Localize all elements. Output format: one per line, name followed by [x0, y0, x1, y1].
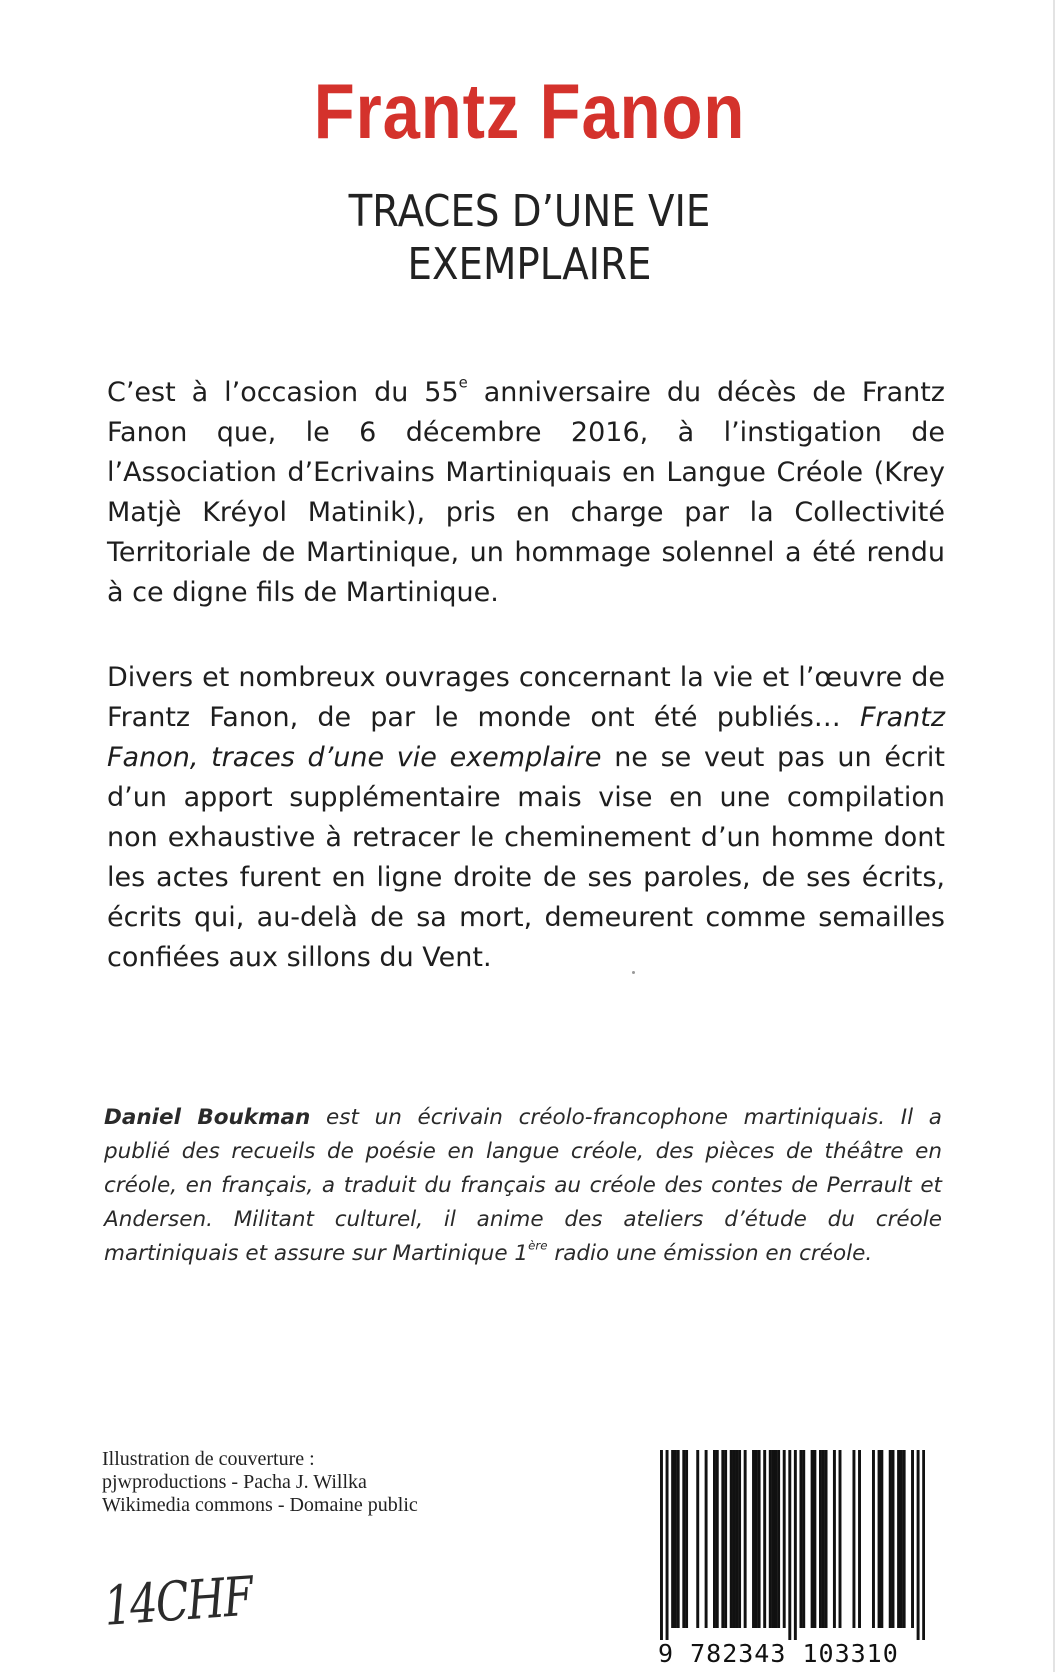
barcode-bar — [674, 1450, 677, 1628]
barcode-bar — [685, 1450, 688, 1628]
barcode-bar — [721, 1450, 724, 1628]
summary-paragraph-1 — [107, 373, 945, 613]
p2-text-start: Divers et nombreux ouvrages concernant la vie et l’œuvre de Frantz Fanon, de par le monde ont été publiés… — [107, 662, 945, 733]
credits-line-3: Wikimedia commons - Domaine public — [102, 1494, 418, 1516]
p1-superscript: e — [458, 373, 468, 392]
barcode-bar — [735, 1450, 738, 1628]
subtitle-line-2: EXEMPLAIRE — [407, 239, 652, 290]
barcode-bar — [752, 1450, 755, 1628]
barcode-bar — [730, 1450, 733, 1628]
p2-book-title-italic: Frantz Fanon, traces d’une vie exemplaire — [107, 702, 945, 773]
barcode-bar — [733, 1450, 736, 1628]
barcode-bar — [839, 1450, 842, 1628]
barcode-bar — [917, 1450, 920, 1640]
barcode-bar — [677, 1450, 680, 1628]
barcode-bar — [911, 1450, 914, 1628]
summary-paragraph-2 — [107, 658, 945, 978]
handwritten-price: 14CHF — [102, 1564, 254, 1638]
barcode-bar — [763, 1450, 766, 1628]
p1-text-start: C’est à l’occasion du 55 — [107, 377, 459, 408]
p1-text-end: anniversaire du décès de Frantz Fanon que, le 6 décembre 2016, à l’instigation de l’Association d’Ecrivains Martiniquais en Langue Créole (Krey Matjè Kréyol Matinik), pris en charge par la Collectivité Territoriale de Martinique, un hommage solennel a été rendu à ce digne fils de Martinique. — [107, 377, 945, 608]
barcode-bar — [777, 1450, 780, 1628]
barcode-bar — [660, 1450, 663, 1640]
author-name: Daniel Boukman — [104, 1105, 311, 1130]
barcode-bar — [819, 1450, 822, 1628]
barcode-bar — [900, 1450, 903, 1628]
barcode-bar — [671, 1450, 674, 1628]
book-subtitle — [64, 185, 996, 291]
barcode-bar — [774, 1450, 777, 1628]
isbn-barcode — [650, 1442, 935, 1667]
barcode-bar — [852, 1450, 855, 1628]
barcode-bar — [758, 1450, 761, 1628]
speck — [632, 971, 635, 974]
barcode-bar — [813, 1450, 816, 1628]
bio-superscript: ère — [528, 1238, 548, 1253]
barcode-bar — [769, 1450, 772, 1628]
barcode-bars — [660, 1450, 925, 1640]
p2-text-end: ne se veut pas un écrit d’un apport supplémentaire mais vise en une compilation non exhaustive à retracer le cheminement d’un homme dont les actes furent en ligne droite de ses paroles, de ses écrits, écrits qui, au-delà de sa mort, demeurent comme semailles confiées aux sillons du Vent. — [107, 742, 945, 973]
barcode-bar — [889, 1450, 892, 1628]
barcode-bar — [880, 1450, 883, 1628]
page-edge — [1053, 0, 1055, 1672]
barcode-bar — [682, 1450, 685, 1628]
barcode-bar — [713, 1450, 716, 1628]
barcode-bar — [878, 1450, 881, 1628]
barcode-bar — [772, 1450, 775, 1628]
subtitle-line-1: TRACES D’UNE VIE — [348, 186, 711, 237]
barcode-bar — [755, 1450, 758, 1628]
barcode-bar — [922, 1450, 925, 1640]
barcode-bar — [892, 1450, 895, 1628]
barcode-bar — [897, 1450, 900, 1628]
bio-text-end: radio une émission en créole. — [547, 1241, 873, 1266]
barcode-bar — [858, 1450, 861, 1628]
author-bio — [104, 1101, 942, 1271]
barcode-bar — [666, 1450, 669, 1640]
barcode-bar — [799, 1450, 802, 1628]
barcode-bar — [794, 1450, 797, 1640]
barcode-bar — [716, 1450, 719, 1628]
barcode-bar — [783, 1450, 786, 1628]
barcode-bar — [872, 1450, 875, 1628]
cover-credits — [102, 1448, 418, 1517]
book-title: Frantz Fanon — [313, 67, 746, 155]
barcode-bar — [811, 1450, 814, 1628]
barcode-bar — [825, 1450, 828, 1628]
credits-line-1: Illustration de couverture : — [102, 1448, 315, 1470]
barcode-bar — [822, 1450, 825, 1628]
barcode-bar — [738, 1450, 741, 1628]
barcode-bar — [744, 1450, 747, 1628]
barcode-bar — [696, 1450, 699, 1628]
barcode-bar — [724, 1450, 727, 1628]
isbn-number: 9 782343 103310 — [658, 1639, 899, 1668]
barcode-bar — [903, 1450, 906, 1628]
bio-text-start: est un écrivain créolo-francophone martiniquais. Il a publié des recueils de poésie en langue créole, des pièces de théâtre en créole, en français, a traduit du français au créole des contes de Perrault et Andersen. Militant culturel, il anime des ateliers d’étude du créole martiniquais et assure sur Martinique 1 — [104, 1105, 942, 1266]
barcode-bar — [802, 1450, 805, 1628]
barcode-bar — [705, 1450, 708, 1628]
credits-line-2: pjwproductions - Pacha J. Willka — [102, 1471, 367, 1493]
barcode-bar — [788, 1450, 791, 1640]
barcode-bar — [833, 1450, 836, 1628]
